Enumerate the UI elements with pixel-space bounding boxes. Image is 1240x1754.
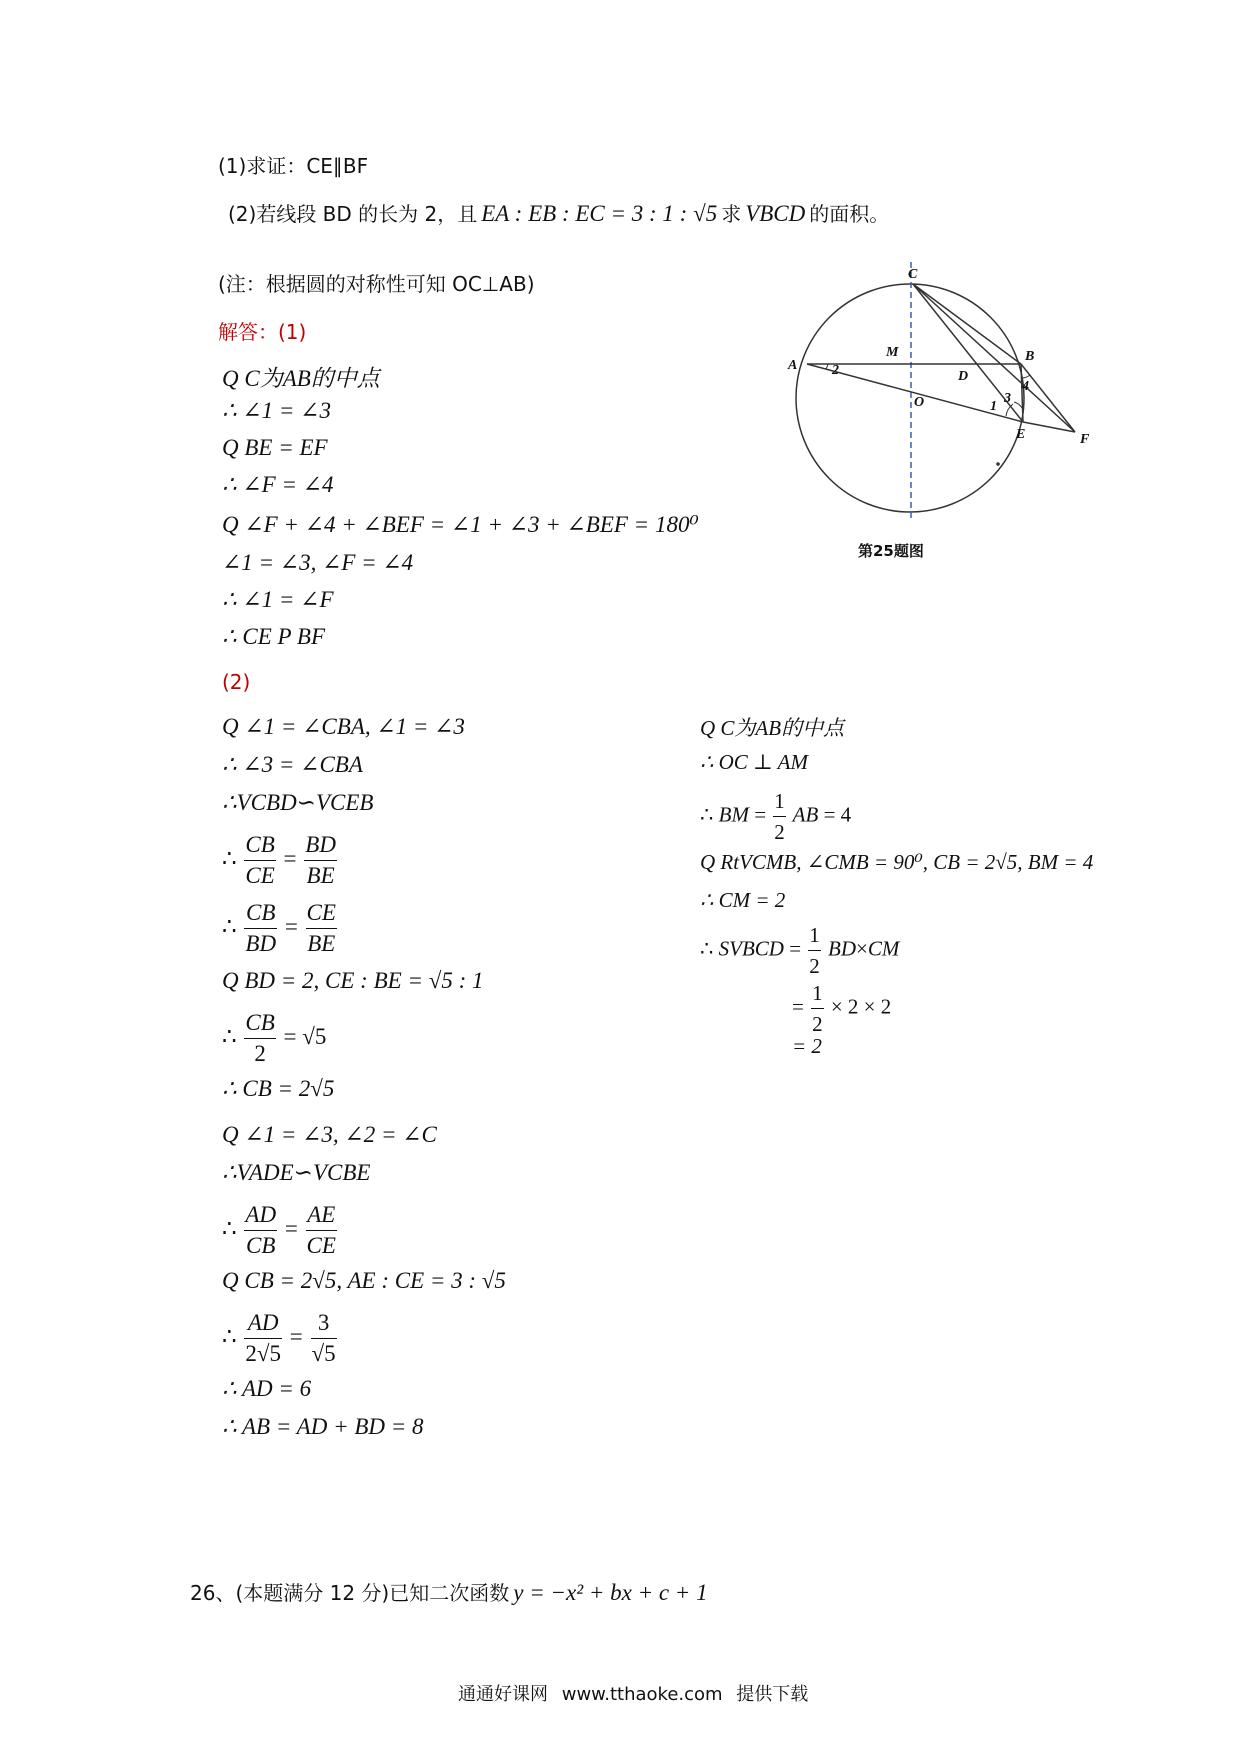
geometry-figure [770,260,1120,570]
proof2-fraction-line: ∴ $\frac{AD}{CB}$ = $\frac{AE}{CE}$ [222,1200,339,1261]
figure-caption: 第25题图 [858,542,924,560]
next-problem [190,1577,708,1606]
proof2-line: ∴ AD = 6 [222,1376,312,1401]
proof2-fraction-line: ∴ $\frac{AD}{2√5}$ = $\frac{3}{√5}$ [222,1308,339,1369]
proof2-line: ∴ AB = AD + BD = 8 [222,1414,424,1439]
proof1-line: ∴ ∠1 = ∠3 [222,398,331,423]
label-angle-4: 4 [1022,379,1029,394]
footer-url: www.tthaoke.com [561,1684,723,1705]
proof2-right-line: Q RtVCMB, ∠CMB = 90⁰, CB = 2√5, BM = 4 [700,850,1094,874]
proof2-right-line: ∴ OC ⊥ AM [700,750,808,774]
proof2-right-line: Q C为AB的中点 [700,716,845,740]
fraction: $\frac{AE}{CE}$ [306,1202,336,1258]
label-f: F [1080,432,1090,447]
fraction: $\frac{AD}{2√5}$ [245,1310,282,1366]
fraction: $\frac{1}{2}$ [811,978,824,1039]
fraction: $\frac{BD}{BE}$ [305,832,336,888]
problem-number: 26、 [190,1581,236,1605]
problem-formula: y = −x² + bx + c + 1 [513,1580,708,1605]
proof2-fraction-line: ∴ $\frac{CB}{BD}$ = $\frac{CE}{BE}$ [222,898,339,959]
proof1-line: Q ∠F + ∠4 + ∠BEF = ∠1 + ∠3 + ∠BEF = 180⁰ [222,512,699,537]
part2-area: VBCD [745,201,806,226]
fraction: $\frac{CE}{BE}$ [306,900,336,956]
proof2-line: Q ∠1 = ∠3, ∠2 = ∠C [222,1122,437,1147]
segment-ef [1023,422,1075,432]
proof1-line: ∠1 = ∠3, ∠F = ∠4 [222,550,414,575]
proof2-fraction-line: ∴ $\frac{CB}{2}$ = √5 [222,1008,326,1069]
fraction: $\frac{1}{2}$ [808,920,821,981]
proof2-right-line: = 2 [792,1034,822,1058]
label-a: A [788,358,798,373]
proof2-right-line: ∴ SVBCD = $\frac{1}{2}$ BD×CM [700,920,899,981]
proof2-right-line: = $\frac{1}{2}$ × 2 × 2 [792,978,891,1039]
label-m: M [886,345,899,360]
footer-suffix: 提供下载 [736,1684,809,1705]
part1-question: (1)求证：CE∥BF [218,154,369,178]
part2-header: (2) [222,670,251,694]
proof1-line: ∴ ∠1 = ∠F [222,587,334,612]
label-d: D [958,369,969,384]
angle-4-arc [1022,375,1030,378]
proof2-line: Q BD = 2, CE : BE = √5 : 1 [222,968,484,993]
label-o: O [914,395,925,410]
proof2-line: ∴VADE∽VCBE [222,1160,371,1185]
proof1-line: Q BE = EF [222,435,328,460]
segment-bf [1021,364,1075,432]
footer-site: 通通好课网 [458,1684,548,1705]
circle-outline [796,284,1024,512]
proof1-line: ∴ CE P BF [222,624,326,649]
fraction: $\frac{1}{2}$ [773,786,786,847]
proof2-line: ∴VCBD∽VCEB [222,790,374,815]
problem-text: (本题满分 12 分)已知二次函数 [235,1581,510,1605]
proof2-line: ∴ CB = 2√5 [222,1076,335,1101]
note: (注：根据圆的对称性可知 OC⊥AB) [218,272,535,296]
label-e: E [1016,427,1026,442]
part2-question [228,198,889,227]
fraction: $\frac{AD}{CB}$ [245,1202,277,1258]
proof2-right-line: ∴ CM = 2 [700,888,786,912]
solution-header: 解答：(1) [218,320,307,344]
proof2-fraction-line: ∴ $\frac{CB}{CE}$ = $\frac{BD}{BE}$ [222,830,339,891]
circle-point [996,462,1000,466]
label-angle-1: 1 [990,399,997,414]
fraction: $\frac{3}{√5}$ [311,1310,336,1366]
part2-end: 的面积。 [809,202,890,226]
part2-prefix: (2)若线段 BD 的长为 2，且 [228,202,478,226]
proof2-line: Q ∠1 = ∠CBA, ∠1 = ∠3 [222,714,465,739]
fraction: $\frac{CB}{2}$ [245,1010,275,1066]
part2-suffix: 求 [721,202,742,226]
fraction: $\frac{CB}{BD}$ [245,900,277,956]
proof2-line: Q CB = 2√5, AE : CE = 3 : √5 [222,1268,506,1293]
proof1-line: Q C为AB的中点 [222,366,380,391]
angle-3-arc [1014,402,1022,408]
label-angle-2: 2 [832,363,839,378]
page-footer [458,1680,808,1706]
label-c: C [908,267,918,282]
part2-ratio: EA : EB : EC = 3 : 1 : √5 [481,201,718,226]
label-b: B [1025,349,1035,364]
proof2-line: ∴ ∠3 = ∠CBA [222,752,363,777]
fraction: $\frac{CB}{CE}$ [245,832,275,888]
label-angle-3: 3 [1004,391,1011,406]
proof1-line: ∴ ∠F = ∠4 [222,472,334,497]
proof2-right-line: ∴ BM = $\frac{1}{2}$ AB = 4 [700,786,851,847]
